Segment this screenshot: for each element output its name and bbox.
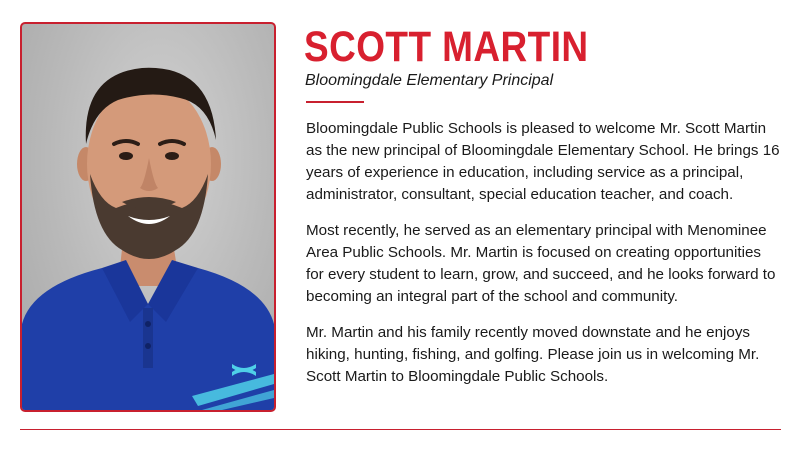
portrait-photo [20, 22, 276, 412]
bio-paragraph: Bloomingdale Public Schools is pleased to welcome Mr. Scott Martin as the new principal of Bloomingdale Elementary School. He brings 16 years of experience in education, including service as a principal, administrator, consultant, special education teacher, and coach. [306, 120, 780, 203]
portrait-illustration [22, 24, 274, 410]
role-subtitle: Bloomingdale Elementary Principal [305, 72, 554, 89]
footer-divider [20, 429, 781, 430]
bio-paragraph: Most recently, he served as an elementary principal with Menominee Area Public Schools. Mr. Martin is focused on creating opportunities for every student to learn, grow, and succeed, and he looks forward to becoming an integral part of the school and community. [306, 222, 776, 305]
bio-text [306, 118, 782, 402]
title-divider [306, 101, 364, 103]
person-name-heading: SCOTT MARTIN [304, 23, 589, 71]
bio-paragraph: Mr. Martin and his family recently moved downstate and he enjoys hiking, hunting, fishing, and golfing. Please join us in welcoming Mr. Scott Martin to Bloomingdale Public Schools. [306, 324, 760, 385]
